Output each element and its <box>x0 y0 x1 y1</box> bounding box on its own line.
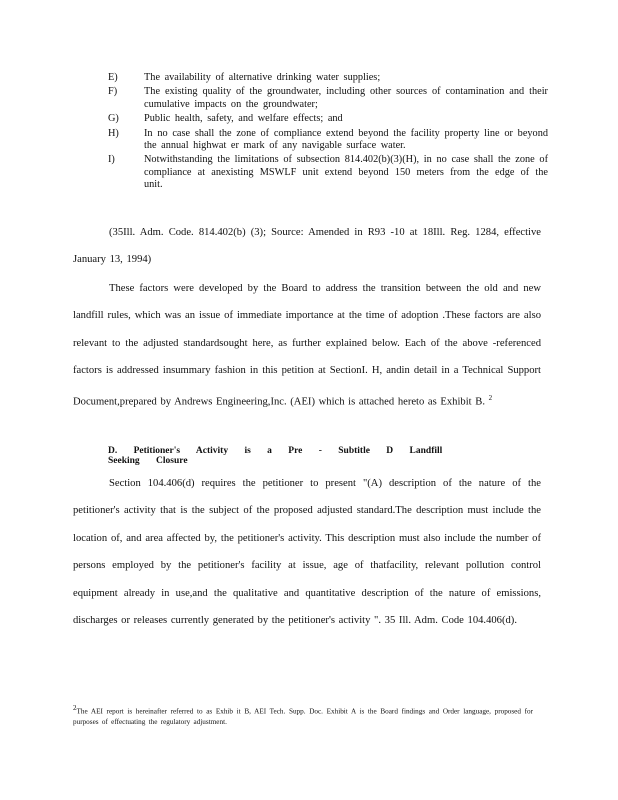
footnote-number: 2 <box>73 704 77 712</box>
section-heading: D. Petitioner's Activity is a Pre - Subtitle D Landfill Seeking Closure <box>108 446 443 466</box>
list-item-text: In no case shall the zone of compliance extend beyond the facility property line or beyond the annual highwat er mark of any navigable surface water. <box>144 127 548 152</box>
list-item <box>108 154 548 191</box>
factor-list <box>108 72 548 194</box>
section-paragraph: Section 104.406(d) requires the petitioner to present "(A) description of the nature of the petitioner's activity that is the subject of the proposed adjusted standard.The description must include the location of, and area affected by, the petitioner's activity. This description must also include the number of persons employed by the petitioner's facility at issue, age of thatfacility, relevant pollution control equipment already in use,and the qualitative and quantitative description of the nature of emissions, discharges or releases currently generated by the petitioner's activity ". 35 Ill. Adm. Code 104.406(d). <box>73 478 541 627</box>
citation-paragraph: (35Ill. Adm. Code. 814.402(b) (3); Source: Amended in R93 -10 at 18Ill. Reg. 1284, effective January 13, 1994) <box>73 227 541 266</box>
footnote <box>73 703 533 728</box>
footnote-reference: 2 <box>488 393 493 402</box>
factors-paragraph-text: These factors were developed by the Board to address the transition between the old and new landfill rules, which was an issue of immediate importance at the time of adoption .These factors are also relevant to the adjusted standardsought here, as further explained below. Each of the above -referenced factors is addressed insummary fashion in this petition at SectionI. H, andin detail in a Technical Support Document,prepared by Andrews Engineering,Inc. (AEI) which is attached hereto as Exhibit B. <box>73 283 541 408</box>
list-item-text: The availability of alternative drinking water supplies; <box>144 72 381 83</box>
list-item-text: Notwithstanding the limitations of subsection 814.402(b)(3)(H), in no case shall the zone of compliance at anexisting MSWLF unit extend beyond 150 meters from the edge of the unit. <box>144 154 548 191</box>
factors-paragraph <box>73 275 541 416</box>
list-item-label: G) <box>108 113 119 125</box>
list-item-text: The existing quality of the groundwater, including other sources of contamination and their cumulative impacts on the groundwater; <box>144 86 548 110</box>
list-item-label: F) <box>108 86 118 98</box>
list-item <box>108 86 548 111</box>
list-item-label: I) <box>108 154 115 166</box>
list-item <box>108 113 548 125</box>
footnote-text: The AEI report is hereinafter referred to as Exhib it B, AEI Tech. Supp. Doc. Exhibit A is the Board findings and Order language, proposed for purposes of effectuating the regulatory adjustment. <box>73 707 533 727</box>
list-item-label: H) <box>108 127 119 139</box>
list-item <box>108 128 548 153</box>
list-item <box>108 72 548 84</box>
list-item-label: E) <box>108 72 118 83</box>
list-item-text: Public health, safety, and welfare effects; and <box>144 113 343 125</box>
